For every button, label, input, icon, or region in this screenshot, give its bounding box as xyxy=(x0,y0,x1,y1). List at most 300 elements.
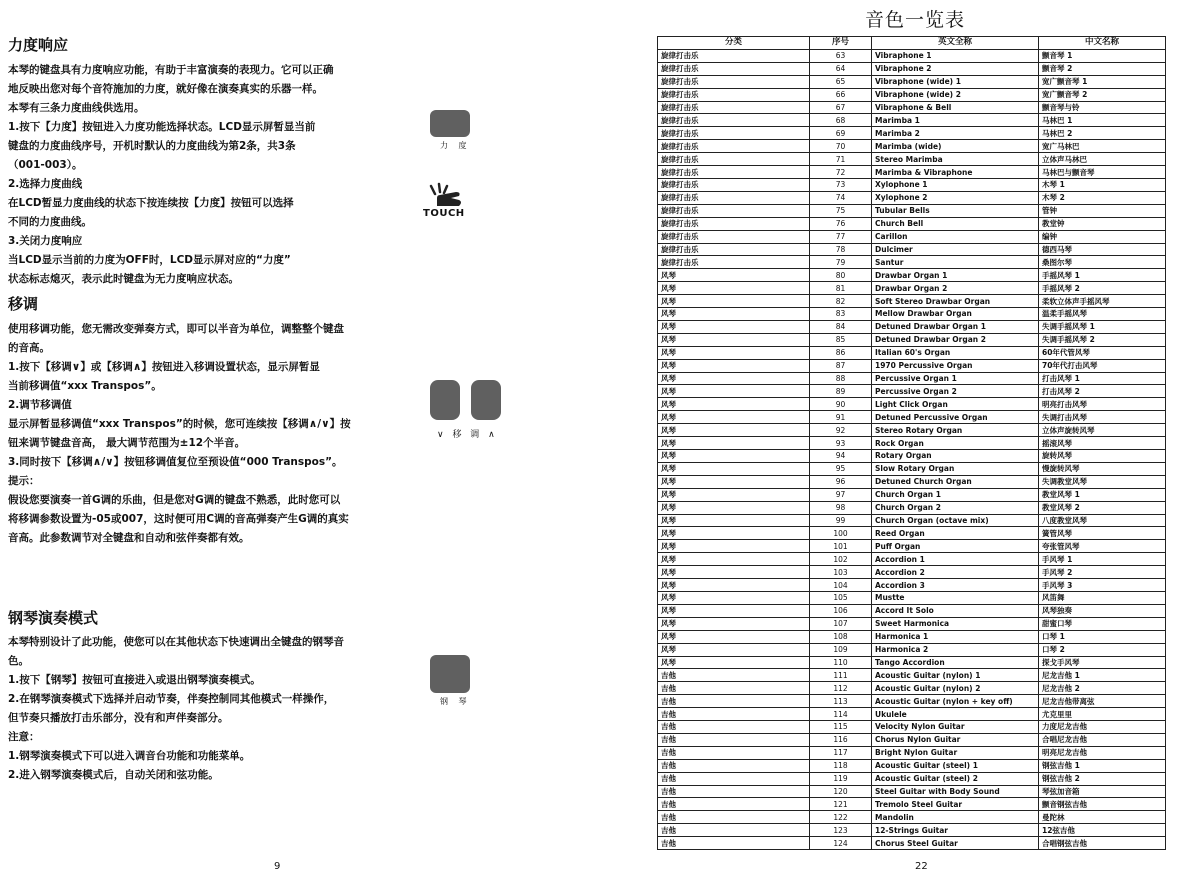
voice-table xyxy=(657,36,1166,850)
table-row xyxy=(658,346,1166,359)
cell-category: 吉他 xyxy=(658,721,810,734)
cell-category: 吉他 xyxy=(658,669,810,682)
cell-category: 旋律打击乐 xyxy=(658,153,810,166)
cell-chinese-name: 教堂钟 xyxy=(1039,217,1166,230)
cell-number: 108 xyxy=(810,630,872,643)
table-row xyxy=(658,514,1166,527)
cell-english-name: Xylophone 1 xyxy=(872,178,1039,191)
cell-chinese-name: 木琴 1 xyxy=(1039,178,1166,191)
cell-category: 风琴 xyxy=(658,359,810,372)
cell-chinese-name: 琴弦加音箱 xyxy=(1039,785,1166,798)
table-row xyxy=(658,669,1166,682)
table-row xyxy=(658,772,1166,785)
cell-category: 吉他 xyxy=(658,837,810,850)
cell-chinese-name: 木琴 2 xyxy=(1039,191,1166,204)
cell-number: 114 xyxy=(810,708,872,721)
cell-english-name: Bright Nylon Guitar xyxy=(872,746,1039,759)
cell-category: 吉他 xyxy=(658,682,810,695)
cell-chinese-name: 立体声旋转风琴 xyxy=(1039,424,1166,437)
cell-number: 86 xyxy=(810,346,872,359)
table-row xyxy=(658,372,1166,385)
cell-english-name: Tremolo Steel Guitar xyxy=(872,798,1039,811)
cell-chinese-name: 马林巴 2 xyxy=(1039,127,1166,140)
cell-chinese-name: 编钟 xyxy=(1039,230,1166,243)
table-row xyxy=(658,411,1166,424)
cell-category: 风琴 xyxy=(658,333,810,346)
header-english-name: 英文全称 xyxy=(872,37,1039,50)
transpose-up-button[interactable] xyxy=(471,380,501,420)
cell-number: 68 xyxy=(810,114,872,127)
cell-number: 107 xyxy=(810,617,872,630)
text-line: 2.调节移调值 xyxy=(8,399,72,411)
cell-english-name: Velocity Nylon Guitar xyxy=(872,721,1039,734)
cell-category: 风琴 xyxy=(658,656,810,669)
text-line: 3.同时按下【移调∧/∨】按钮移调值复位至预设值“000 Transpos”。 xyxy=(8,456,343,468)
cell-number: 73 xyxy=(810,178,872,191)
cell-chinese-name: 70年代打击风琴 xyxy=(1039,359,1166,372)
cell-english-name: Marimba 1 xyxy=(872,114,1039,127)
cell-category: 吉他 xyxy=(658,772,810,785)
cell-category: 风琴 xyxy=(658,591,810,604)
cell-english-name: Detuned Drawbar Organ 1 xyxy=(872,320,1039,333)
cell-chinese-name: 钢弦吉他 1 xyxy=(1039,759,1166,772)
cell-number: 91 xyxy=(810,411,872,424)
cell-chinese-name: 慢旋转风琴 xyxy=(1039,462,1166,475)
header-chinese-name: 中文名称 xyxy=(1039,37,1166,50)
text-line: 显示屏暂显移调值“xxx Transpos”的时候，您可连续按【移调∧/∨】按 xyxy=(8,418,351,430)
cell-english-name: Mellow Drawbar Organ xyxy=(872,308,1039,321)
cell-english-name: Acoustic Guitar (nylon + key off) xyxy=(872,695,1039,708)
cell-category: 风琴 xyxy=(658,643,810,656)
cell-number: 122 xyxy=(810,811,872,824)
cell-chinese-name: 尼龙吉他 2 xyxy=(1039,682,1166,695)
table-row xyxy=(658,643,1166,656)
cell-number: 70 xyxy=(810,140,872,153)
cell-chinese-name: 打击风琴 2 xyxy=(1039,385,1166,398)
cell-english-name: Reed Organ xyxy=(872,527,1039,540)
cell-category: 吉他 xyxy=(658,695,810,708)
table-row xyxy=(658,269,1166,282)
cell-english-name: Rotary Organ xyxy=(872,450,1039,463)
cell-english-name: Harmonica 1 xyxy=(872,630,1039,643)
cell-english-name: Marimba (wide) xyxy=(872,140,1039,153)
cell-number: 117 xyxy=(810,746,872,759)
text-line: 键盘的力度曲线序号，开机时默认的力度曲线为第2条，共3条 xyxy=(8,140,296,152)
cell-chinese-name: 颤音琴与铃 xyxy=(1039,101,1166,114)
cell-english-name: Dulcimer xyxy=(872,243,1039,256)
cell-english-name: Accordion 1 xyxy=(872,553,1039,566)
cell-chinese-name: 马林巴与颤音琴 xyxy=(1039,166,1166,179)
cell-english-name: Acoustic Guitar (steel) 1 xyxy=(872,759,1039,772)
cell-chinese-name: 手风琴 2 xyxy=(1039,566,1166,579)
cell-chinese-name: 宽广颤音琴 1 xyxy=(1039,75,1166,88)
cell-chinese-name: 摇滚风琴 xyxy=(1039,437,1166,450)
cell-number: 89 xyxy=(810,385,872,398)
cell-english-name: Percussive Organ 2 xyxy=(872,385,1039,398)
cell-number: 77 xyxy=(810,230,872,243)
cell-category: 旋律打击乐 xyxy=(658,75,810,88)
cell-category: 风琴 xyxy=(658,295,810,308)
cell-english-name: Accordion 3 xyxy=(872,579,1039,592)
table-row xyxy=(658,785,1166,798)
cell-number: 97 xyxy=(810,488,872,501)
cell-number: 111 xyxy=(810,669,872,682)
cell-chinese-name: 失调手摇风琴 2 xyxy=(1039,333,1166,346)
cell-english-name: 1970 Percussive Organ xyxy=(872,359,1039,372)
table-header-row xyxy=(658,37,1166,50)
cell-english-name: Vibraphone 1 xyxy=(872,49,1039,62)
cell-english-name: Percussive Organ 1 xyxy=(872,372,1039,385)
cell-english-name: Ukulele xyxy=(872,708,1039,721)
table-row xyxy=(658,217,1166,230)
cell-chinese-name: 尼龙吉他 1 xyxy=(1039,669,1166,682)
cell-category: 风琴 xyxy=(658,553,810,566)
cell-category: 风琴 xyxy=(658,320,810,333)
cell-number: 79 xyxy=(810,256,872,269)
cell-chinese-name: 八度教堂风琴 xyxy=(1039,514,1166,527)
cell-category: 旋律打击乐 xyxy=(658,62,810,75)
transpose-down-button[interactable] xyxy=(430,380,460,420)
cell-number: 120 xyxy=(810,785,872,798)
cell-chinese-name: 颤音琴 2 xyxy=(1039,62,1166,75)
cell-category: 旋律打击乐 xyxy=(658,191,810,204)
cell-chinese-name: 教堂风琴 1 xyxy=(1039,488,1166,501)
text-line: 2.进入钢琴演奏模式后，自动关闭和弦功能。 xyxy=(8,769,219,781)
table-row xyxy=(658,308,1166,321)
cell-number: 99 xyxy=(810,514,872,527)
cell-english-name: Church Organ (octave mix) xyxy=(872,514,1039,527)
table-row xyxy=(658,682,1166,695)
table-row xyxy=(658,398,1166,411)
cell-chinese-name: 12弦吉他 xyxy=(1039,824,1166,837)
table-row xyxy=(658,746,1166,759)
cell-chinese-name: 明亮打击风琴 xyxy=(1039,398,1166,411)
cell-category: 旋律打击乐 xyxy=(658,204,810,217)
cell-chinese-name: 手摇风琴 2 xyxy=(1039,282,1166,295)
text-line: 1.按下【移调∨】或【移调∧】按钮进入移调设置状态，显示屏暂显 xyxy=(8,361,320,373)
transpose-button-label: ∨ 移 调 ∧ xyxy=(437,430,498,440)
cell-category: 风琴 xyxy=(658,437,810,450)
cell-number: 92 xyxy=(810,424,872,437)
section-title-transpose: 移调 xyxy=(8,295,39,313)
text-line: 假设您要演奏一首G调的乐曲，但是您对G调的键盘不熟悉，此时您可以 xyxy=(8,494,341,506)
cell-chinese-name: 失调打击风琴 xyxy=(1039,411,1166,424)
table-row xyxy=(658,527,1166,540)
cell-english-name: Sweet Harmonica xyxy=(872,617,1039,630)
cell-english-name: Accordion 2 xyxy=(872,566,1039,579)
table-row xyxy=(658,230,1166,243)
touch-logo-label: TOUCH xyxy=(423,208,465,219)
table-row xyxy=(658,553,1166,566)
cell-category: 旋律打击乐 xyxy=(658,88,810,101)
text-line: 3.关闭力度响应 xyxy=(8,235,83,247)
cell-category: 旋律打击乐 xyxy=(658,256,810,269)
cell-chinese-name: 力度尼龙吉他 xyxy=(1039,721,1166,734)
page-number: 9 xyxy=(274,861,281,872)
table-row xyxy=(658,359,1166,372)
table-row xyxy=(658,721,1166,734)
table-row xyxy=(658,333,1166,346)
cell-english-name: Accord It Solo xyxy=(872,604,1039,617)
text-line: （001-003）。 xyxy=(8,159,83,171)
header-number: 序号 xyxy=(810,37,872,50)
cell-chinese-name: 夸张管风琴 xyxy=(1039,540,1166,553)
cell-chinese-name: 马林巴 1 xyxy=(1039,114,1166,127)
cell-chinese-name: 甜蜜口琴 xyxy=(1039,617,1166,630)
cell-chinese-name: 旋转风琴 xyxy=(1039,450,1166,463)
cell-chinese-name: 簧管风琴 xyxy=(1039,527,1166,540)
cell-category: 风琴 xyxy=(658,514,810,527)
cell-english-name: Chorus Steel Guitar xyxy=(872,837,1039,850)
cell-category: 风琴 xyxy=(658,527,810,540)
cell-english-name: Church Organ 1 xyxy=(872,488,1039,501)
cell-chinese-name: 失调教堂风琴 xyxy=(1039,475,1166,488)
cell-english-name: Soft Stereo Drawbar Organ xyxy=(872,295,1039,308)
cell-category: 旋律打击乐 xyxy=(658,178,810,191)
cell-category: 风琴 xyxy=(658,617,810,630)
piano-button-label: 钢 琴 xyxy=(440,697,471,706)
text-line: 状态标志熄灭，表示此时键盘为无力度响应状态。 xyxy=(8,273,239,285)
cell-chinese-name: 教堂风琴 2 xyxy=(1039,501,1166,514)
table-row xyxy=(658,320,1166,333)
header-category: 分类 xyxy=(658,37,810,50)
cell-chinese-name: 德西马琴 xyxy=(1039,243,1166,256)
cell-category: 吉他 xyxy=(658,798,810,811)
cell-category: 旋律打击乐 xyxy=(658,243,810,256)
cell-english-name: Tango Accordion xyxy=(872,656,1039,669)
cell-number: 123 xyxy=(810,824,872,837)
cell-english-name: Rock Organ xyxy=(872,437,1039,450)
cell-number: 101 xyxy=(810,540,872,553)
table-row xyxy=(658,475,1166,488)
cell-number: 65 xyxy=(810,75,872,88)
table-row xyxy=(658,75,1166,88)
cell-chinese-name: 温柔手摇风琴 xyxy=(1039,308,1166,321)
cell-chinese-name: 60年代管风琴 xyxy=(1039,346,1166,359)
cell-category: 风琴 xyxy=(658,269,810,282)
text-line: 1.按下【力度】按钮进入力度功能选择状态。LCD显示屏暂显当前 xyxy=(8,121,316,133)
cell-english-name: 12-Strings Guitar xyxy=(872,824,1039,837)
cell-chinese-name: 柔软立体声手摇风琴 xyxy=(1039,295,1166,308)
cell-chinese-name: 曼陀林 xyxy=(1039,811,1166,824)
piano-button[interactable] xyxy=(430,655,470,693)
section-title-piano-mode: 钢琴演奏模式 xyxy=(8,609,99,627)
cell-english-name: Vibraphone (wide) 2 xyxy=(872,88,1039,101)
cell-number: 110 xyxy=(810,656,872,669)
table-row xyxy=(658,437,1166,450)
cell-number: 116 xyxy=(810,733,872,746)
text-line: 本琴特别设计了此功能，使您可以在其他状态下快速调出全键盘的钢琴音 xyxy=(8,636,344,648)
cell-english-name: Church Organ 2 xyxy=(872,501,1039,514)
cell-chinese-name: 口琴 1 xyxy=(1039,630,1166,643)
table-row xyxy=(658,282,1166,295)
cell-category: 吉他 xyxy=(658,708,810,721)
cell-number: 115 xyxy=(810,721,872,734)
cell-number: 87 xyxy=(810,359,872,372)
page-9 xyxy=(0,0,590,877)
text-line: 的音高。 xyxy=(8,342,50,354)
cell-category: 吉他 xyxy=(658,733,810,746)
table-row xyxy=(658,733,1166,746)
cell-number: 80 xyxy=(810,269,872,282)
table-row xyxy=(658,153,1166,166)
text-line: 不同的力度曲线。 xyxy=(8,216,92,228)
cell-chinese-name: 立体声马林巴 xyxy=(1039,153,1166,166)
cell-english-name: Mandolin xyxy=(872,811,1039,824)
cell-english-name: Vibraphone & Bell xyxy=(872,101,1039,114)
cell-chinese-name: 颤音琴 1 xyxy=(1039,49,1166,62)
cell-number: 83 xyxy=(810,308,872,321)
table-row xyxy=(658,101,1166,114)
table-row xyxy=(658,488,1166,501)
cell-english-name: Vibraphone 2 xyxy=(872,62,1039,75)
text-line: 当前移调值“xxx Transpos”。 xyxy=(8,380,162,392)
cell-category: 风琴 xyxy=(658,411,810,424)
cell-english-name: Steel Guitar with Body Sound xyxy=(872,785,1039,798)
cell-english-name: Detuned Church Organ xyxy=(872,475,1039,488)
table-row xyxy=(658,604,1166,617)
cell-category: 吉他 xyxy=(658,746,810,759)
cell-category: 风琴 xyxy=(658,630,810,643)
cell-number: 88 xyxy=(810,372,872,385)
cell-number: 124 xyxy=(810,837,872,850)
table-row xyxy=(658,708,1166,721)
table-row xyxy=(658,540,1166,553)
cell-category: 吉他 xyxy=(658,824,810,837)
cell-chinese-name: 失调手摇风琴 1 xyxy=(1039,320,1166,333)
cell-category: 风琴 xyxy=(658,308,810,321)
table-row xyxy=(658,49,1166,62)
table-row xyxy=(658,824,1166,837)
cell-number: 84 xyxy=(810,320,872,333)
cell-number: 106 xyxy=(810,604,872,617)
cell-english-name: Chorus Nylon Guitar xyxy=(872,733,1039,746)
touch-button[interactable] xyxy=(430,110,470,137)
cell-english-name: Drawbar Organ 1 xyxy=(872,269,1039,282)
table-row xyxy=(658,591,1166,604)
cell-chinese-name: 探戈手风琴 xyxy=(1039,656,1166,669)
cell-number: 74 xyxy=(810,191,872,204)
cell-category: 吉他 xyxy=(658,759,810,772)
text-line: 提示： xyxy=(8,475,40,487)
cell-category: 风琴 xyxy=(658,372,810,385)
cell-chinese-name: 尼龙吉他带离弦 xyxy=(1039,695,1166,708)
cell-number: 64 xyxy=(810,62,872,75)
text-line: 音高。此参数调节对全键盘和自动和弦伴奏都有效。 xyxy=(8,532,250,544)
cell-number: 90 xyxy=(810,398,872,411)
cell-category: 风琴 xyxy=(658,475,810,488)
cell-category: 风琴 xyxy=(658,604,810,617)
touch-button-label: 力 度 xyxy=(440,141,471,150)
text-line: 色。 xyxy=(8,655,29,667)
cell-number: 85 xyxy=(810,333,872,346)
cell-category: 风琴 xyxy=(658,385,810,398)
cell-category: 风琴 xyxy=(658,424,810,437)
cell-number: 104 xyxy=(810,579,872,592)
cell-number: 96 xyxy=(810,475,872,488)
table-row xyxy=(658,450,1166,463)
cell-number: 100 xyxy=(810,527,872,540)
table-row xyxy=(658,62,1166,75)
table-row xyxy=(658,630,1166,643)
cell-english-name: Detuned Percussive Organ xyxy=(872,411,1039,424)
table-row xyxy=(658,295,1166,308)
cell-number: 94 xyxy=(810,450,872,463)
cell-english-name: Stereo Rotary Organ xyxy=(872,424,1039,437)
cell-english-name: Harmonica 2 xyxy=(872,643,1039,656)
cell-number: 75 xyxy=(810,204,872,217)
cell-number: 109 xyxy=(810,643,872,656)
table-row xyxy=(658,166,1166,179)
table-row xyxy=(658,191,1166,204)
cell-english-name: Acoustic Guitar (nylon) 2 xyxy=(872,682,1039,695)
cell-english-name: Xylophone 2 xyxy=(872,191,1039,204)
table-row xyxy=(658,243,1166,256)
cell-english-name: Carillon xyxy=(872,230,1039,243)
cell-category: 风琴 xyxy=(658,282,810,295)
cell-category: 风琴 xyxy=(658,346,810,359)
cell-category: 风琴 xyxy=(658,488,810,501)
cell-english-name: Marimba & Vibraphone xyxy=(872,166,1039,179)
cell-category: 风琴 xyxy=(658,501,810,514)
cell-category: 风琴 xyxy=(658,579,810,592)
cell-chinese-name: 尤克里里 xyxy=(1039,708,1166,721)
cell-category: 风琴 xyxy=(658,566,810,579)
cell-english-name: Acoustic Guitar (nylon) 1 xyxy=(872,669,1039,682)
cell-number: 121 xyxy=(810,798,872,811)
table-row xyxy=(658,837,1166,850)
cell-category: 旋律打击乐 xyxy=(658,49,810,62)
table-row xyxy=(658,178,1166,191)
cell-chinese-name: 明亮尼龙吉他 xyxy=(1039,746,1166,759)
cell-number: 72 xyxy=(810,166,872,179)
cell-number: 81 xyxy=(810,282,872,295)
cell-number: 66 xyxy=(810,88,872,101)
cell-chinese-name: 打击风琴 1 xyxy=(1039,372,1166,385)
table-row xyxy=(658,656,1166,669)
cell-english-name: Tubular Bells xyxy=(872,204,1039,217)
cell-category: 吉他 xyxy=(658,785,810,798)
table-row xyxy=(658,462,1166,475)
cell-english-name: Detuned Drawbar Organ 2 xyxy=(872,333,1039,346)
cell-english-name: Italian 60's Organ xyxy=(872,346,1039,359)
table-row xyxy=(658,566,1166,579)
text-line: 但节奏只播放打击乐部分，没有和声伴奏部分。 xyxy=(8,712,229,724)
table-row xyxy=(658,811,1166,824)
cell-number: 93 xyxy=(810,437,872,450)
section-title-touch: 力度响应 xyxy=(8,36,69,54)
cell-chinese-name: 手风琴 3 xyxy=(1039,579,1166,592)
cell-category: 旋律打击乐 xyxy=(658,230,810,243)
text-line: 1.按下【钢琴】按钮可直接进入或退出钢琴演奏模式。 xyxy=(8,674,261,686)
cell-chinese-name: 桑图尔琴 xyxy=(1039,256,1166,269)
table-row xyxy=(658,204,1166,217)
table-row xyxy=(658,88,1166,101)
table-row xyxy=(658,695,1166,708)
cell-english-name: Mustte xyxy=(872,591,1039,604)
cell-category: 旋律打击乐 xyxy=(658,166,810,179)
table-row xyxy=(658,114,1166,127)
text-line: 在LCD暂显力度曲线的状态下按连续按【力度】按钮可以选择 xyxy=(8,197,294,209)
cell-number: 95 xyxy=(810,462,872,475)
cell-category: 旋律打击乐 xyxy=(658,101,810,114)
cell-chinese-name: 口琴 2 xyxy=(1039,643,1166,656)
cell-number: 78 xyxy=(810,243,872,256)
cell-chinese-name: 合唱钢弦吉他 xyxy=(1039,837,1166,850)
table-row xyxy=(658,127,1166,140)
cell-category: 吉他 xyxy=(658,811,810,824)
cell-number: 113 xyxy=(810,695,872,708)
